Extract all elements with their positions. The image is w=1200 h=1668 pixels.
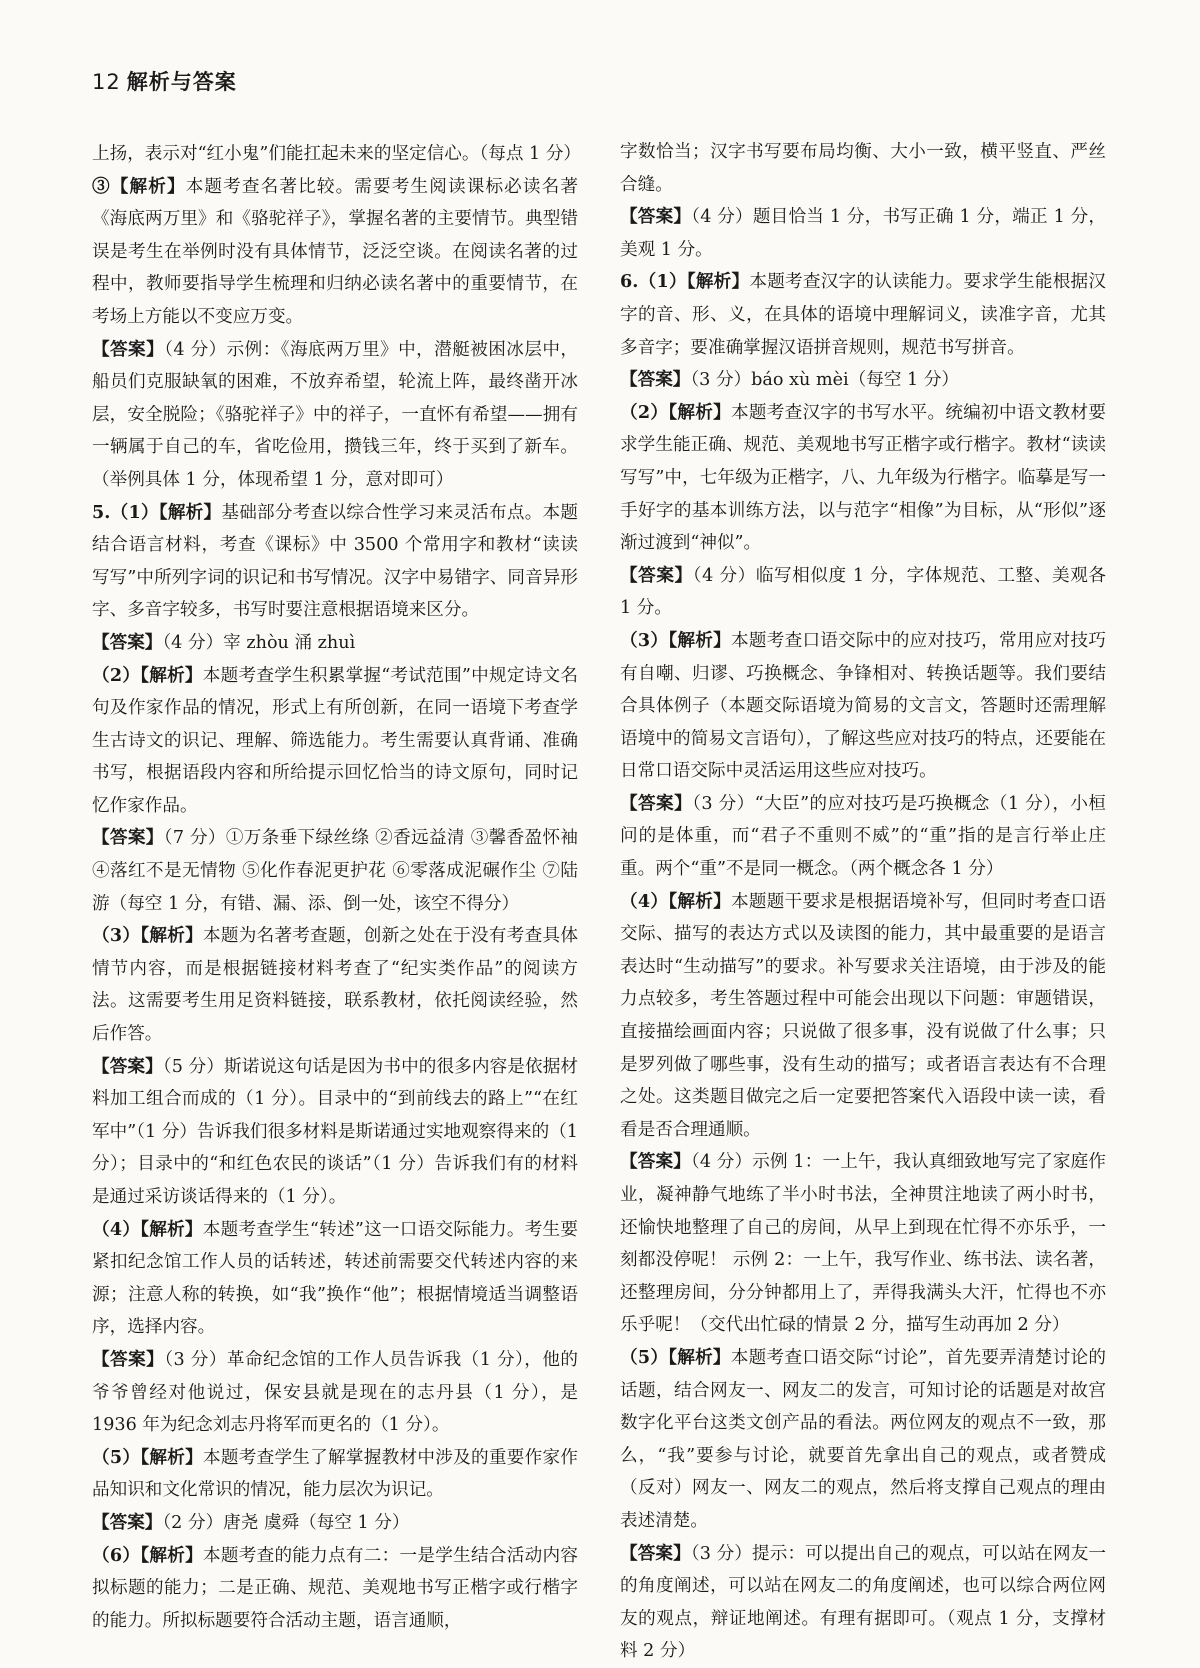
page-number: 12 xyxy=(92,70,121,94)
paragraph: （3）【解析】本题为名著考查题，创新之处在于没有考查具体情节内容，而是根据链接材料考查了“纪实类作品”的阅读方法。这需要考生用足资料链接，联系教材，依托阅读经验，然后作答。 xyxy=(92,925,578,1045)
paragraph: 【答案】（3 分）“大臣”的应对技巧是巧换概念（1 分），小桓问的是体重，而“君子不重则不威”的“重”指的是言行举止庄重。两个“重”不是同一概念。（两个概念各 1 分） xyxy=(620,792,1106,880)
paragraph: （2）【解析】本题考查学生积累掌握“考试范围”中规定诗文名句及作家作品的情况，形式上有所创新，在同一语境下考查学生古诗文的识记、理解、筛选能力。考生需要认真背诵、准确书写，根据语段内容和所给提示回忆恰当的诗文原句，同时记忆作家作品。 xyxy=(92,664,578,816)
paragraph: 【答案】（4 分）示例 1：一上午，我认真细致地写完了家庭作业，凝神静气地练了半小时书法，全神贯注地读了两小时书，还愉快地整理了自己的房间，从早上到现在忙得不亦乐乎，一刻都没停呢！ 示例 2：一上午，我写作业、练书法、读名著，还整理房间，分分钟都用上了，弄得我满头大汗，忙得也不亦乐乎呢！（交代出忙碌的情景 2 分，描写生动再加 2 分） xyxy=(620,1151,1106,1336)
paragraph: 【答案】（3 分）báo xù mèi（每空 1 分） xyxy=(620,369,960,391)
paragraph: 【答案】（7 分）①万条垂下绿丝绦 ②香远益清 ③馨香盈怀袖 ④落红不是无情物 ⑤化作春泥更护花 ⑥零落成泥碾作尘 ⑦陆游（每空 1 分，有错、漏、添、倒一处，该空不得分） xyxy=(92,827,578,914)
paragraph: 【答案】（2 分）唐尧 虞舜（每空 1 分） xyxy=(92,1511,410,1533)
paragraph: 6.（1）【解析】本题考查汉字的认读能力。要求学生能根据汉字的音、形、义，在具体的语境中理解词义，读准字音，尤其多音字；要准确掌握汉语拼音规则，规范书写拼音。 xyxy=(620,271,1106,358)
paragraph: 5.（1）【解析】基础部分考查以综合性学习来灵活布点。本题结合语言材料，考查《课标》中 3500 个常用字和教材“读读写写”中所列字词的识记和书写情况。汉字中易错字、同音异形字、多音字较多，书写时要注意根据语境来区分。 xyxy=(92,501,578,621)
paragraph: （4）【解析】本题题干要求是根据语境补写，但同时考查口语交际、描写的表达方式以及读图的能力，其中最重要的是语言表达时“生动描写”的要求。补写要求关注语境，由于涉及的能力点较多，考生答题过程中可能会出现以下问题：审题错误，直接描绘画面内容；只说做了很多事，没有说做了什么事；只是罗列做了哪些事，没有生动的描写；或者语言表达有不合理之处。这类题目做完之后一定要把答案代入语段中读一读，看看是否合理通顺。 xyxy=(620,890,1106,1140)
paragraph: （4）【解析】本题考查学生“转述”这一口语交际能力。考生要紧扣纪念馆工作人员的话转述，转述前需要交代转述内容的来源；注意人称的转换，如“我”换作“他”；根据情境适当调整语序，选择内容。 xyxy=(92,1218,578,1338)
paragraph: 【答案】（5 分）斯诺说这句话是因为书中的很多内容是依据材料加工组合而成的（1 分）。目录中的“到前线去的路上”“在红军中”（1 分）告诉我们很多材料是斯诺通过实地观察得来的（1 分）；目录中的“和红色农民的谈话”（1 分）告诉我们有的材料是通过采访谈话得来的（1 分）。 xyxy=(92,1055,578,1207)
page-header xyxy=(92,66,237,96)
paragraph: 【答案】（3 分）提示：可以提出自己的观点，可以站在网友一的角度阐述，可以站在网友二的角度阐述，也可以综合两位网友的观点，辩证地阐述。有理有据即可。（观点 1 分，支撑材料 2 分） xyxy=(620,1542,1106,1662)
paragraph: 【答案】（3 分）革命纪念馆的工作人员告诉我（1 分），他的爷爷曾经对他说过，保安县就是现在的志丹县（1 分），是 1936 年为纪念刘志丹将军而更名的（1 分）。 xyxy=(92,1348,578,1436)
paragraph: （2）【解析】本题考查汉字的书写水平。统编初中语文教材要求学生能正确、规范、美观地书写正楷字或行楷字。教材“读读写写”中，七年级为正楷字，八、九年级为行楷字。临摹是写一手好字的基本训练方法，以与范字“相像”为目标，从“形似”逐渐过渡到“神似”。 xyxy=(620,401,1106,554)
paragraph: （5）【解析】本题考查口语交际“讨论”，首先要弄清楚讨论的话题，结合网友一、网友二的发言，可知讨论的话题是对故宫数字化平台这类文创产品的看法。两位网友的观点不一致，那么，“我”要参与讨论，就要首先拿出自己的观点，或者赞成（反对）网友一、网友二的观点，然后将支撑自己观点的理由表述清楚。 xyxy=(620,1346,1106,1531)
left-column xyxy=(92,138,582,1637)
paragraph: （6）【解析】本题考查的能力点有二：一是学生结合活动内容拟标题的能力；二是正确、规范、美观地书写正楷字或行楷字的能力。所拟标题要符合活动主题，语言通顺， xyxy=(92,1544,578,1631)
paragraph: 上扬，表示对“红小鬼”们能扛起未来的坚定信心。（每点 1 分） xyxy=(92,144,582,164)
right-column xyxy=(620,136,1106,1668)
paragraph: 【答案】（4 分）宰 zhòu 涌 zhuì xyxy=(92,631,356,653)
page-title: 解析与答案 xyxy=(126,70,237,94)
paragraph: （3）【解析】本题考查口语交际中的应对技巧，常用应对技巧有自嘲、归谬、巧换概念、争锋相对、转换话题等。我们要结合具体例子（本题交际语境为简易的文言文，答题时还需理解语境中的简易文言语句），了解这些应对技巧的特点，还要能在日常口语交际中灵活运用这些应对技巧。 xyxy=(620,629,1106,782)
paragraph: ③【解析】本题考查名著比较。需要考生阅读课标必读名著《海底两万里》和《骆驼祥子》，掌握名著的主要情节。典型错误是考生在举例时没有具体情节，泛泛空谈。在阅读名著的过程中，教师要指导学生梳理和归纳必读名著中的重要情节，在考场上方能以不变应万变。 xyxy=(92,175,578,327)
paragraph: 【答案】（4 分）示例：《海底两万里》中，潜艇被困冰层中，船员们克服缺氧的困难，不放弃希望，轮流上阵，最终凿开冰层，安全脱险；《骆驼祥子》中的祥子，一直怀有希望——拥有一辆属于自己的车，省吃俭用，攒钱三年，终于买到了新车。（举例具体 1 分，体现希望 1 分，意对即可） xyxy=(92,338,578,490)
paragraph: 【答案】（4 分）临写相似度 1 分，字体规范、工整、美观各 1 分。 xyxy=(620,564,1106,619)
paragraph: 【答案】（4 分）题目恰当 1 分，书写正确 1 分，端正 1 分，美观 1 分。 xyxy=(620,206,1106,260)
paragraph: （5）【解析】本题考查学生了解掌握教材中涉及的重要作家作品知识和文化常识的情况，能力层次为识记。 xyxy=(92,1446,578,1501)
paragraph: 字数恰当；汉字书写要布局均衡、大小一致，横平竖直、严丝合缝。 xyxy=(620,142,1106,195)
